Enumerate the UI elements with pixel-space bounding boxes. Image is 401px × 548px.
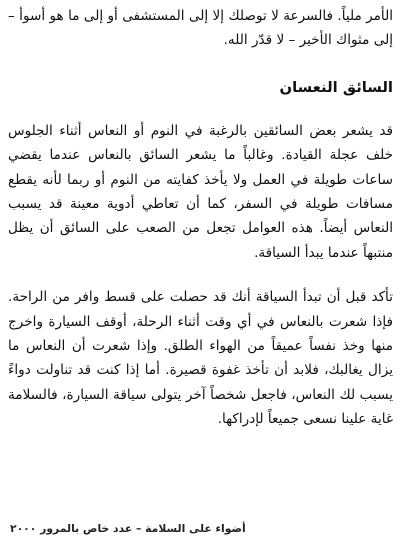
paragraph-spacer xyxy=(8,265,393,285)
page-footer: أضواء على السلامة – عدد خاص بالمرور ٢٠٠٠ xyxy=(10,522,246,535)
document-page xyxy=(8,4,393,548)
paragraph-drowsy-driver-causes: قد يشعر بعض السائقين بالرغبة في النوم أو النعاس أثناء الجلوس خلف عجلة القيادة. وغالباً ما يشعر السائق بالنعاس عندما يقضي ساعات طويلة في العمل ولا يأخذ كفايته من النوم أو ربما لأنه يقطع مسافات طويلة في السفر، كما أن تعاطي أدوية معينة قد يسبب النعاس أيضاً. هذه العوامل تجعل من الصعب على السائق أن يظل منتبهاً عندما يبدأ السياقة. xyxy=(8,122,393,261)
paragraph-drowsy-driver-advice: تأكد قبل أن تبدأ السياقة أنك قد حصلت على قسط وافر من الراحة. فإذا شعرت بالنعاس في أي وقت أثناء الرحلة، أوقف السيارة واخرج منها وخذ نفساً عميقاً من الهواء الطلق. وإذا شعرت أن النعاس ما يزال يغالبك، فلابد أن تأخذ غفوة قصيرة. أما إذا كنت قد تناولت دواءً يسبب لك النعاس، فاجعل شخصاً آخر يتولى سياقة السيارة، فالسلامة غاية علينا نسعى جميعاً لإدراكها. xyxy=(8,289,393,428)
section-heading: السائق النعسان xyxy=(279,78,393,96)
continued-paragraph: الأمر ملياً. فالسرعة لا توصلك إلا إلى المستشفى أو إلى ما هو أسوأ – إلى مثواك الأخير – لا قدّر الله. xyxy=(8,8,393,49)
